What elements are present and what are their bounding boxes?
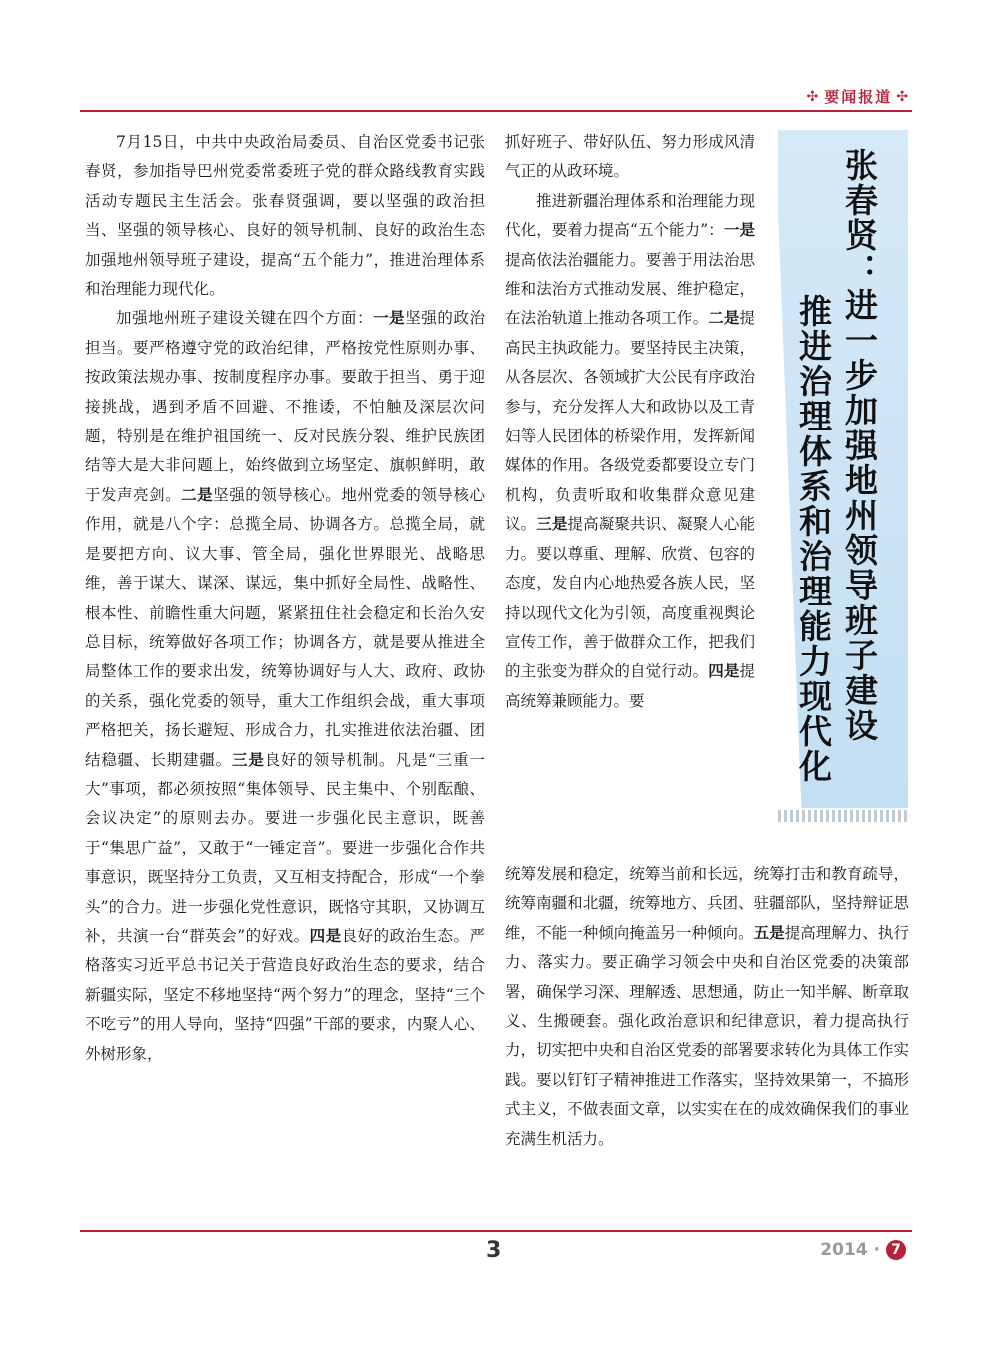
bold-marker: 五是 (753, 923, 785, 942)
bold-marker: 二是 (708, 309, 740, 328)
article-column-left (85, 128, 485, 1069)
text-run: 坚强的领导核心。地州党委的领导核心作用，就是八个字：总揽全局、协调各方。总揽全局，就是要把方向、议大事、管全局，强化世界眼光、战略思维，善于谋大、谋深、谋远，集中抓好全局性、战略性、根本性、前瞻性重大问题，紧紧扭住社会稳定和长治久安总目标，统筹做好各项工作；协调各方，就是要从推进全局整体工作的要求出发，统筹协调好与人大、政府、政协的关系，强化党委的领导，重大工作组织会战，重大事项严格把关，扬长避短、形成合力，扎实推进依法治疆、团结稳疆、长期建疆。 (85, 485, 485, 769)
article-column-bottom (505, 860, 909, 1154)
text-run: 统筹发展和稳定，统筹当前和长远，统筹打击和教育疏导，统筹南疆和北疆，统筹地方、兵团、驻疆部队，坚持辩证思维，不能一种倾向掩盖另一种倾向。 (505, 865, 909, 942)
paragraph (505, 187, 755, 716)
issue-number-badge: 7 (886, 1240, 906, 1260)
bold-marker: 三是 (232, 750, 265, 769)
paragraph: 7月15日，中共中央政治局委员、自治区党委书记张春贤，参加指导巴州党委常委班子党的群众路线教育实践活动专题民主生活会。张春贤强调，要以坚强的政治担当、坚强的领导核心、良好的领导机制、良好的政治生态加强地州领导班子建设，提高“五个能力”，推进治理体系和治理能力现代化。 (85, 133, 485, 299)
page-number: 3 (486, 1238, 502, 1263)
text-run: 提高理解力、执行力、落实力。要正确学习领会中央和自治区党委的决策部署，确保学习深、理解透、思想通，防止一知半解、断章取义、生搬硬套。强化政治意识和纪律意识，着力提高执行力，切实把中央和自治区党委的部署要求转化为具体工作实践。要以钉钉子精神推进工作落实，坚持效果第一，不搞形式主义，不做表面文章，以实实在在的成效确保我们的事业充满生机活力。 (505, 923, 909, 1148)
text-run: 提高民主执政能力。要坚持民主决策，从各层次、各领域扩大公民有序政治参与，充分发挥人大和政协以及工青妇等人民团体的桥梁作用，发挥新闻媒体的作用。各级党委都要设立专门机构，负责听取和收集群众意见建议。 (505, 309, 755, 534)
section-label-text: 要闻报道 (824, 88, 893, 106)
bold-marker: 一是 (723, 221, 755, 240)
text-run: 提高凝聚共识、凝聚人心能力。要以尊重、理解、欣赏、包容的态度，发自内心地热爱各族人民，坚持以现代文化为引领，高度重视舆论宣传工作，善于做群众工作，把我们的主张变为群众的自觉行动。 (505, 515, 755, 681)
title-dotted-border (778, 810, 908, 822)
section-label (807, 86, 910, 107)
text-run: 提高统筹兼顾能力。要 (505, 662, 755, 710)
flower-icon: ✣ (896, 88, 910, 105)
bold-marker: 四是 (708, 662, 740, 681)
bold-marker: 二是 (181, 485, 214, 504)
paragraph (505, 860, 909, 1154)
footer-divider (80, 1230, 912, 1232)
flower-icon: ✣ (806, 88, 821, 105)
text-run: 良好的政治生态。严格落实习近平总书记关于营造良好政治生态的要求，结合新疆实际，坚定不移地坚持“两个努力”的理念，坚持“三个不吃亏”的用人导向，坚持“四强”干部的要求，内聚人心、外树形象， (85, 926, 485, 1063)
bold-marker: 三是 (536, 515, 568, 534)
header-divider (80, 110, 912, 112)
bold-marker: 一是 (373, 309, 406, 328)
text-run: 加强地州班子建设关键在四个方面： (116, 309, 374, 328)
paragraph: 抓好班子、带好队伍、努力形成风清气正的从政环境。 (505, 133, 755, 181)
issue-year: 2014 · (820, 1240, 880, 1260)
article-title: 张春贤：进一步加强地州领导班子建设 (840, 148, 879, 743)
text-run: 良好的领导机制。凡是“三重一大”事项，都必须按照“集体领导、民主集中、个别酝酿、会议决定”的原则去办。要进一步强化民主意识，既善于“集思广益”，又敢于“一锤定音”。要进一步强化合作共事意识，既坚持分工负责，又互相支持配合，形成“一个拳头”的合力。进一步强化党性意识，既恪守其职，又协调互补，共演一台“群英会”的好戏。 (85, 750, 485, 945)
paragraph (85, 304, 485, 1069)
issue-label (820, 1240, 906, 1260)
article-subtitle: 推进治理体系和治理能力现代化 (794, 294, 833, 784)
text-run: 提高依法治疆能力。要善于用法治思维和法治方式推动发展、维护稳定，在法治轨道上推动各项工作。 (505, 250, 755, 328)
text-run: 推进新疆治理体系和治理能力现代化，要着力提高“五个能力”： (505, 191, 755, 240)
article-column-middle (505, 128, 755, 716)
bold-marker: 四是 (309, 926, 342, 945)
text-run: 坚强的政治担当。要严格遵守党的政治纪律，严格按党性原则办事、按政策法规办事、按制度程序办事。要敢于担当、勇于迎接挑战，遇到矛盾不回避、不推诿，不怕触及深层次问题，特别是在维护祖国统一、反对民族分裂、维护民族团结等大是大非问题上，始终做到立场坚定、旗帜鲜明，敢于发声亮剑。 (85, 309, 485, 504)
